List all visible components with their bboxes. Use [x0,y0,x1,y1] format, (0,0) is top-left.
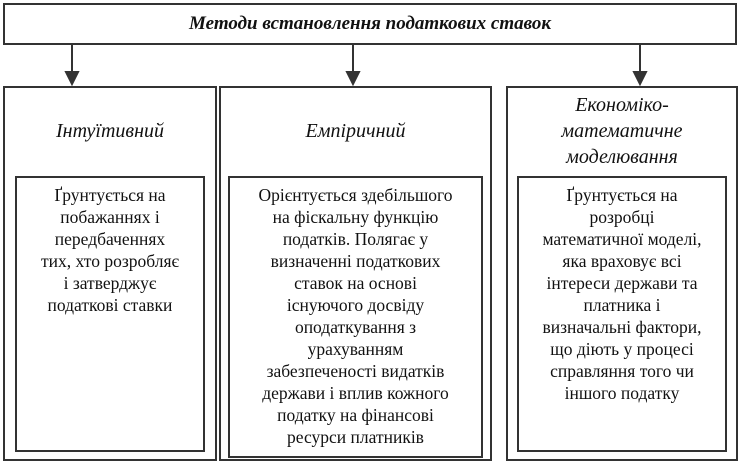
text-line: оподаткування з [294,317,417,337]
text-line: і затверджує [63,273,157,293]
text-line: платника і [583,295,661,315]
diagram-title-box [3,3,737,45]
text-line: податків. Полягає у [282,229,429,249]
diagram-title: Методи встановлення податкових ставок [189,13,551,34]
text-line: що діють у процесі [550,339,694,359]
text-line: передбаченнях [54,229,166,249]
column-heading-modeling [508,88,736,174]
column-text-intuitive [15,176,205,452]
text-line: податку на фінансові [277,405,434,425]
text-line: урахуванням [307,339,404,359]
text-line: іншого податку [564,383,680,403]
text-line: ресурси платників [287,427,424,447]
text-line: визначальні фактори, [542,317,702,337]
text-line: яка враховує всі [562,251,682,271]
text-line: на фіскальну функцію [272,207,439,227]
heading-line: Економіко- [575,94,669,116]
text-line: забезпеченості видатків [266,361,445,381]
text-line: податкові ставки [47,295,173,315]
text-line: математичної моделі, [542,229,702,249]
heading-line: Інтуїтивний [55,120,164,142]
column-text-modeling [517,176,727,452]
heading-line: Емпіричний [305,120,406,142]
text-line: Орієнтується здебільшого [258,185,453,205]
column-intuitive [3,86,217,461]
heading-line: математичне [561,120,683,142]
text-line: існуючого досвіду [286,295,425,315]
column-empirical [219,86,492,461]
arrow-head-intuitive [66,72,78,84]
column-modeling [506,86,738,461]
column-text-empirical [228,176,483,458]
text-line: справляння того чи [550,361,694,381]
text-line: розробці [589,207,655,227]
heading-line: моделювання [566,146,678,168]
text-line: побажаннях і [60,207,160,227]
column-heading-empirical [221,88,490,174]
arrow-head-modeling [634,72,646,84]
text-line: держави і вплив кожного [262,383,449,403]
text-line: визначенні податкових [270,251,441,271]
text-line: Ґрунтується на [566,185,678,205]
text-line: Ґрунтується на [54,185,166,205]
text-line: тих, хто розробляє [40,251,180,271]
column-heading-intuitive [5,88,215,174]
text-line: інтереси держави та [546,273,698,293]
text-line: ставок на основі [294,273,417,293]
arrow-head-empirical [347,72,359,84]
